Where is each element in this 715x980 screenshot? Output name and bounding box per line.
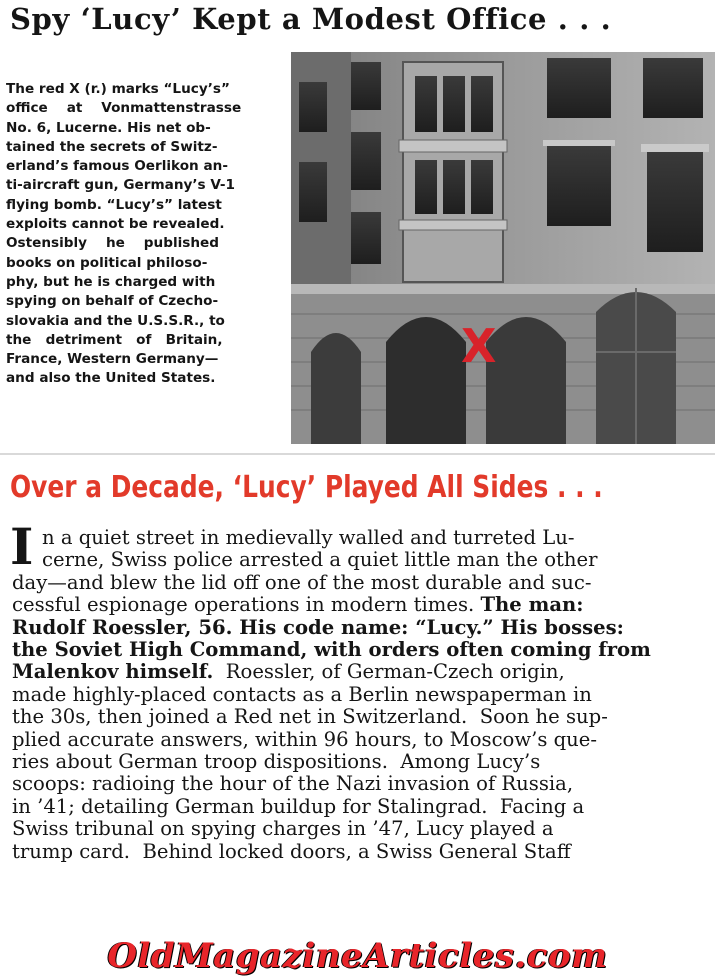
article-headline: Over a Decade, ‘Lucy’ Played All Sides . . .	[10, 470, 603, 505]
body-line	[12, 661, 712, 683]
page-title: Spy ‘Lucy’ Kept a Modest Office . . .	[10, 2, 612, 36]
body-line	[12, 594, 712, 616]
body-line: plied accurate answers, within 96 hours, to Moscow’s que-	[12, 728, 597, 751]
site-watermark: OldMagazineArticles.com	[107, 936, 608, 976]
body-bold-span: Rudolf Roessler, 56. His code name: “Lucy.” His bosses:	[12, 616, 624, 639]
caption-line: office at Vonmattenstrasse	[6, 100, 242, 117]
body-line: scoops: radioing the hour of the Nazi invasion of Russia,	[12, 773, 574, 796]
body-line: Swiss tribunal on spying charges in ’47, Lucy played a	[12, 818, 554, 841]
caption-line: ti-aircraft gun, Germany’s V-1	[6, 177, 235, 194]
caption-line: France, Western Germany—	[6, 351, 219, 368]
caption-line: phy, but he is charged with	[6, 273, 216, 290]
drop-cap: I	[10, 517, 34, 576]
body-bold-span: the Soviet High Command, with orders often coming from	[12, 639, 651, 662]
divider	[0, 453, 715, 455]
body-line	[12, 639, 712, 661]
caption-line: No. 6, Lucerne. His net ob-	[6, 119, 211, 136]
caption-line: Ostensibly he published	[6, 235, 219, 252]
body-line: made highly-placed contacts as a Berlin newspaperman in	[12, 683, 592, 706]
caption-line: tained the secrets of Switz-	[6, 138, 218, 155]
building-photo	[291, 52, 715, 444]
body-text-span: cessful espionage operations in modern times.	[12, 594, 481, 617]
body-text-span: Roessler, of German-Czech origin,	[213, 661, 565, 684]
body-line: ries about German troop dispositions. Among Lucy’s	[12, 751, 541, 774]
caption-line: erland’s famous Oerlikon an-	[6, 158, 228, 175]
body-line: cerne, Swiss police arrested a quiet little man the other	[42, 549, 598, 572]
caption-line: flying bomb. “Lucy’s” latest	[6, 196, 222, 213]
body-bold-span: Malenkov himself.	[12, 661, 214, 684]
caption-line: and also the United States.	[6, 370, 216, 387]
caption-line: books on political philoso-	[6, 254, 208, 271]
article-body	[10, 517, 712, 863]
red-x-marker: X	[461, 319, 497, 373]
body-line	[12, 617, 712, 639]
body-line: day—and blew the lid off one of the most durable and suc-	[12, 571, 592, 594]
body-bold-span: The man:	[480, 594, 584, 617]
photo-caption	[6, 80, 286, 389]
body-line: n a quiet street in medievally walled and turreted Lu-	[42, 527, 575, 549]
body-line: in ’41; detailing German buildup for Stalingrad. Facing a	[12, 795, 585, 818]
caption-line: spying on behalf of Czecho-	[6, 293, 219, 310]
caption-line: exploits cannot be revealed.	[6, 216, 225, 233]
body-line: trump card. Behind locked doors, a Swiss General Staff	[12, 840, 571, 863]
caption-line: The red X (r.) marks “Lucy’s”	[6, 81, 230, 97]
building-photo-illustration	[291, 52, 715, 444]
caption-line: the detriment of Britain,	[6, 331, 223, 348]
caption-line: slovakia and the U.S.S.R., to	[6, 312, 225, 329]
body-line: the 30s, then joined a Red net in Switzerland. Soon he sup-	[12, 706, 608, 729]
